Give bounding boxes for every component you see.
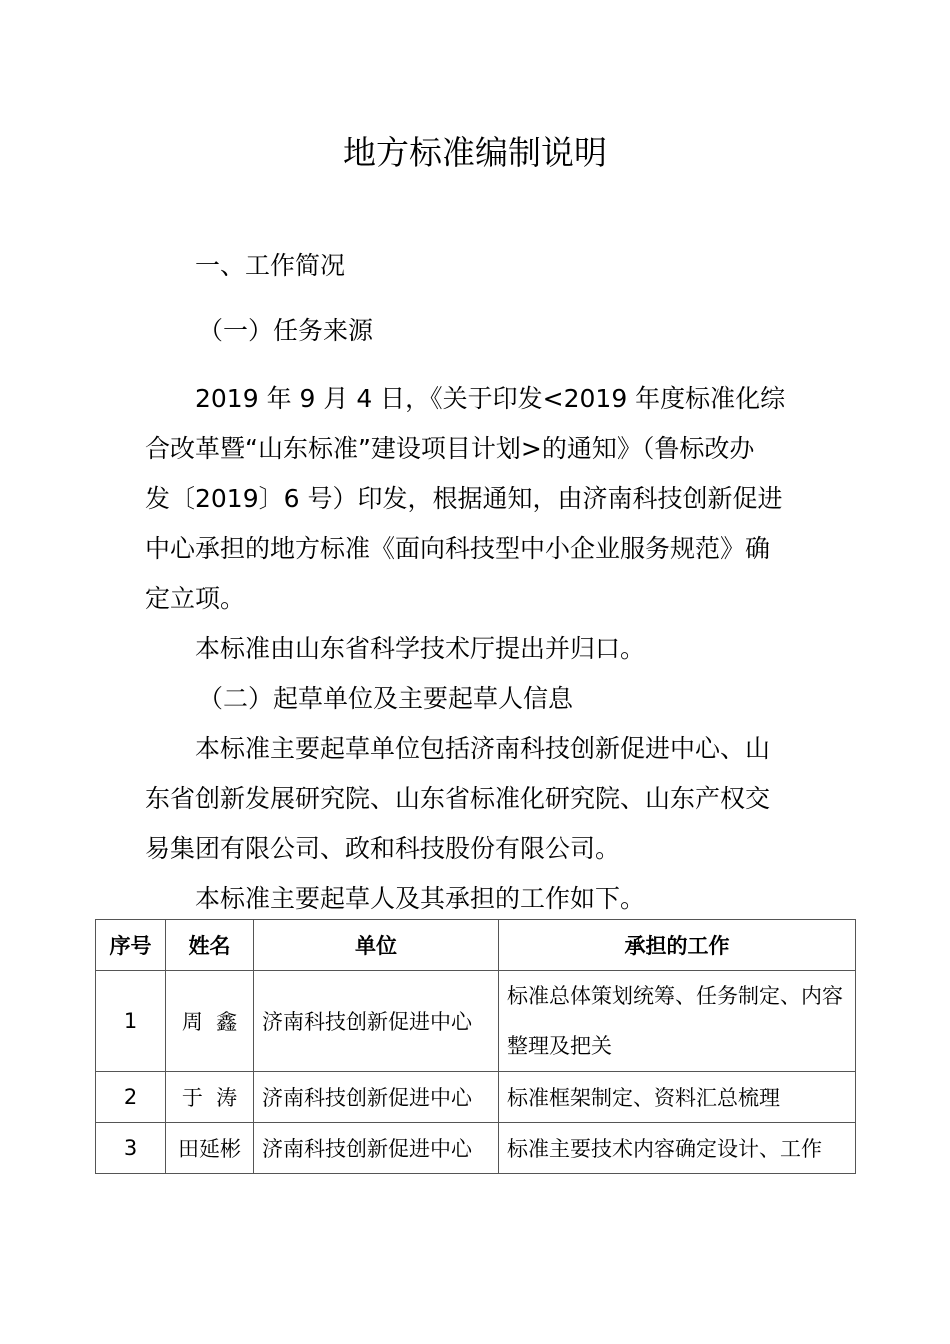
cell-name: 于 涛 bbox=[166, 1072, 254, 1123]
table-row bbox=[96, 1123, 856, 1174]
paragraph-line: 合改革暨“山东标准”建设项目计划>的通知》（鲁标改办 bbox=[145, 434, 755, 463]
document-title: 地方标准编制说明 bbox=[343, 133, 607, 172]
header-unit: 单位 bbox=[254, 920, 499, 971]
cell-work: 标准总体策划统筹、任务制定、内容整理及把关 bbox=[499, 971, 856, 1072]
paragraph-line: 本标准主要起草单位包括济南科技创新促进中心、山 bbox=[195, 734, 771, 763]
cell-work: 标准主要技术内容确定设计、工作 bbox=[499, 1123, 856, 1174]
section-heading: 一、工作简况 bbox=[195, 251, 346, 280]
paragraph-line: 东省创新发展研究院、山东省标准化研究院、山东产权交 bbox=[145, 784, 771, 813]
paragraph-line: 发〔2019〕6 号）印发，根据通知，由济南科技创新促进 bbox=[145, 484, 783, 513]
paragraph-line: 2019 年 9 月 4 日，《关于印发<2019 年度标准化综 bbox=[195, 384, 786, 413]
paragraph: 本标准由山东省科学技术厅提出并归口。 bbox=[195, 634, 646, 663]
paragraph-line: 定立项。 bbox=[145, 584, 246, 613]
cell-name: 田延彬 bbox=[166, 1123, 254, 1174]
paragraph: 本标准主要起草人及其承担的工作如下。 bbox=[195, 884, 646, 913]
cell-work: 标准框架制定、资料汇总梳理 bbox=[499, 1072, 856, 1123]
subsection-heading: （二）起草单位及主要起草人信息 bbox=[198, 684, 574, 713]
cell-unit: 济南科技创新促进中心 bbox=[254, 1072, 499, 1123]
cell-index: 2 bbox=[96, 1072, 166, 1123]
cell-index: 1 bbox=[96, 971, 166, 1072]
header-work: 承担的工作 bbox=[499, 920, 856, 971]
cell-unit: 济南科技创新促进中心 bbox=[254, 971, 499, 1072]
table-header-row bbox=[96, 920, 856, 971]
cell-name: 周 鑫 bbox=[166, 971, 254, 1072]
table-row bbox=[96, 1072, 856, 1123]
header-name: 姓名 bbox=[166, 920, 254, 971]
drafters-table bbox=[95, 919, 856, 1174]
paragraph-line: 中心承担的地方标准《面向科技型中小企业服务规范》确 bbox=[145, 534, 771, 563]
subsection-heading: （一）任务来源 bbox=[198, 316, 374, 345]
cell-unit: 济南科技创新促进中心 bbox=[254, 1123, 499, 1174]
paragraph-line: 易集团有限公司、政和科技股份有限公司。 bbox=[145, 834, 621, 863]
cell-index: 3 bbox=[96, 1123, 166, 1174]
table-row bbox=[96, 971, 856, 1072]
header-index: 序号 bbox=[96, 920, 166, 971]
